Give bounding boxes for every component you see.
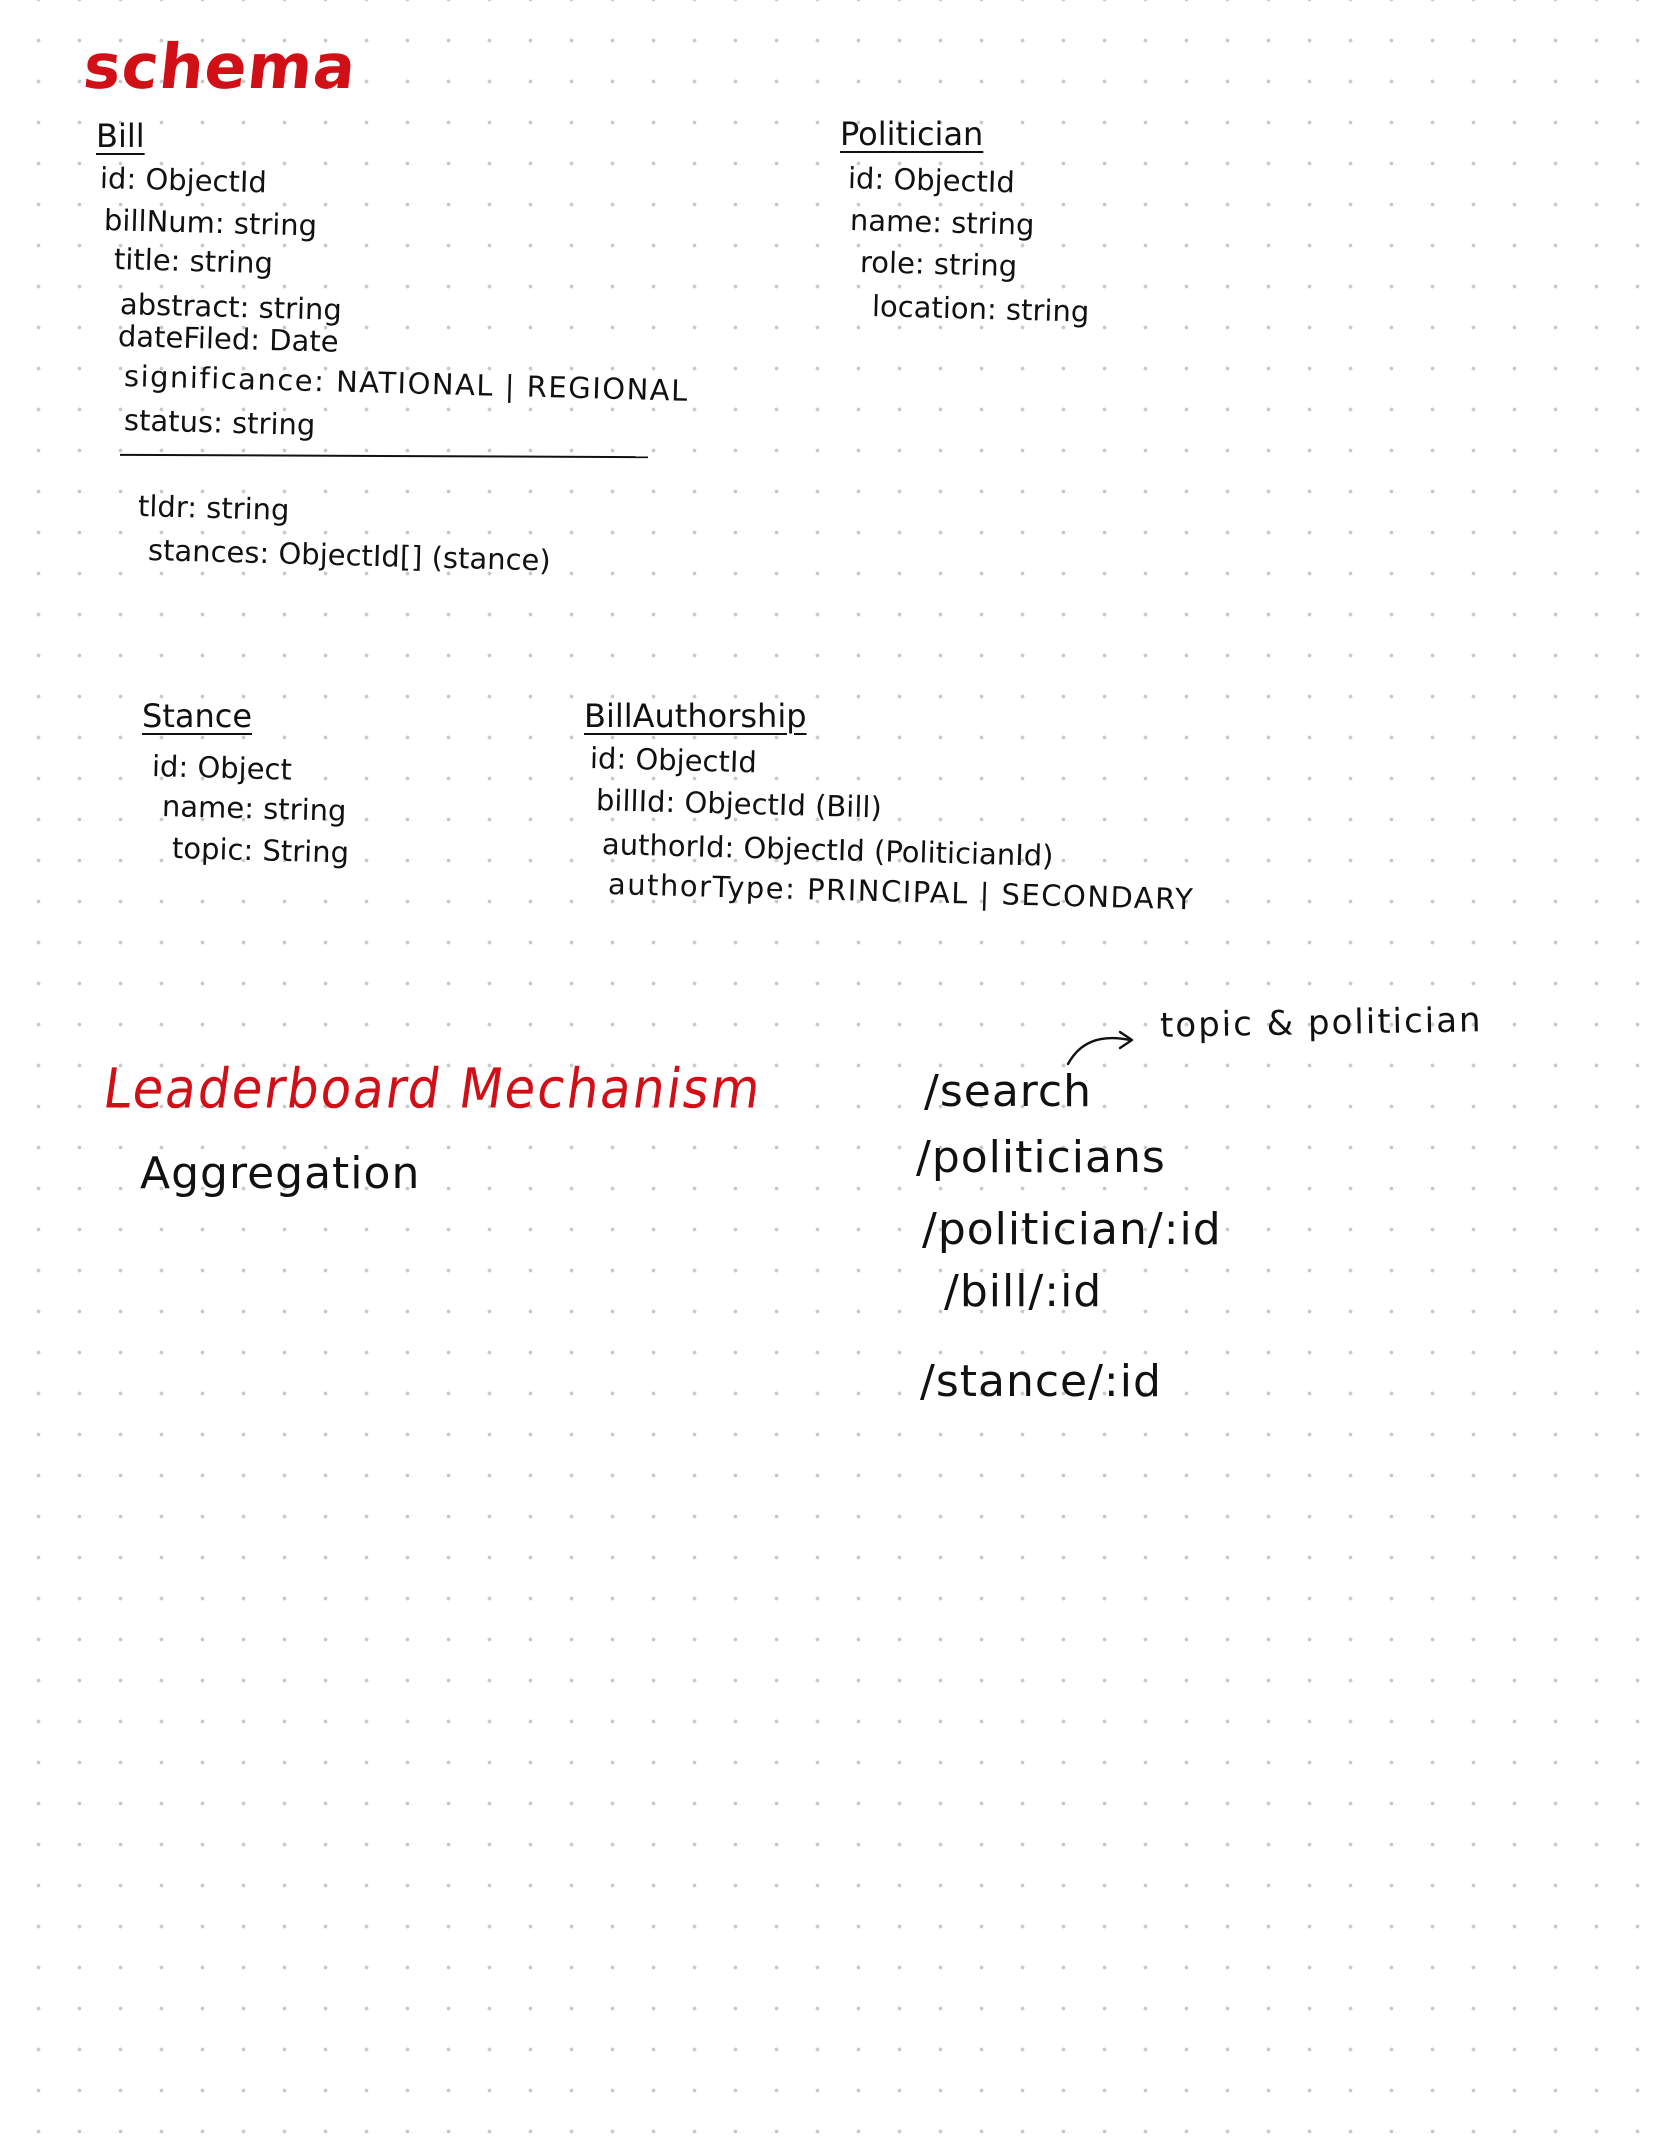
stance-field: topic: String xyxy=(171,831,350,870)
route-item: /bill/:id xyxy=(944,1266,1103,1317)
bill-field: significance: NATIONAL | REGIONAL xyxy=(123,359,690,408)
bill-authorship-field: authorType: PRINCIPAL | SECONDARY xyxy=(607,867,1195,917)
bill-field: dateFiled: Date xyxy=(117,319,340,359)
routes-note: topic & politician xyxy=(1159,1000,1483,1046)
page-title: schema xyxy=(80,30,361,103)
route-item: /stance/:id xyxy=(920,1356,1162,1407)
bill-extra-field: stances: ObjectId[] (stance) xyxy=(147,533,552,578)
route-item: /politician/:id xyxy=(922,1204,1222,1255)
stance-field: id: Object xyxy=(151,749,293,787)
bill-field: title: string xyxy=(113,242,274,281)
bill-field: status: string xyxy=(123,403,316,443)
bill-authorship-entity-name: BillAuthorship xyxy=(584,697,807,735)
bill-authorship-field: billId: ObjectId (Bill) xyxy=(595,783,883,825)
bill-field: id: ObjectId xyxy=(99,161,268,200)
bill-field: abstract: string xyxy=(119,287,343,327)
politician-field: location: string xyxy=(871,289,1090,329)
stance-field: name: string xyxy=(161,789,347,828)
route-item: /search xyxy=(924,1066,1092,1117)
route-item: /politicians xyxy=(916,1132,1166,1183)
stance-entity-name: Stance xyxy=(142,697,253,735)
leaderboard-heading: Leaderboard Mechanism xyxy=(99,1057,767,1121)
bill-field: billNum: string xyxy=(103,203,318,243)
curved-arrow-icon xyxy=(1064,1028,1144,1068)
bill-extra-field: tldr: string xyxy=(137,489,290,527)
politician-entity-name: Politician xyxy=(840,115,984,153)
bill-authorship-field: id: ObjectId xyxy=(589,741,758,780)
leaderboard-item: Aggregation xyxy=(140,1148,421,1199)
bill-entity-name: Bill xyxy=(96,117,145,155)
bill-divider xyxy=(120,454,648,458)
politician-field: role: string xyxy=(859,245,1018,284)
bill-authorship-field: authorId: ObjectId (PoliticianId) xyxy=(601,827,1054,873)
politician-field: name: string xyxy=(849,203,1035,242)
politician-field: id: ObjectId xyxy=(847,161,1016,200)
